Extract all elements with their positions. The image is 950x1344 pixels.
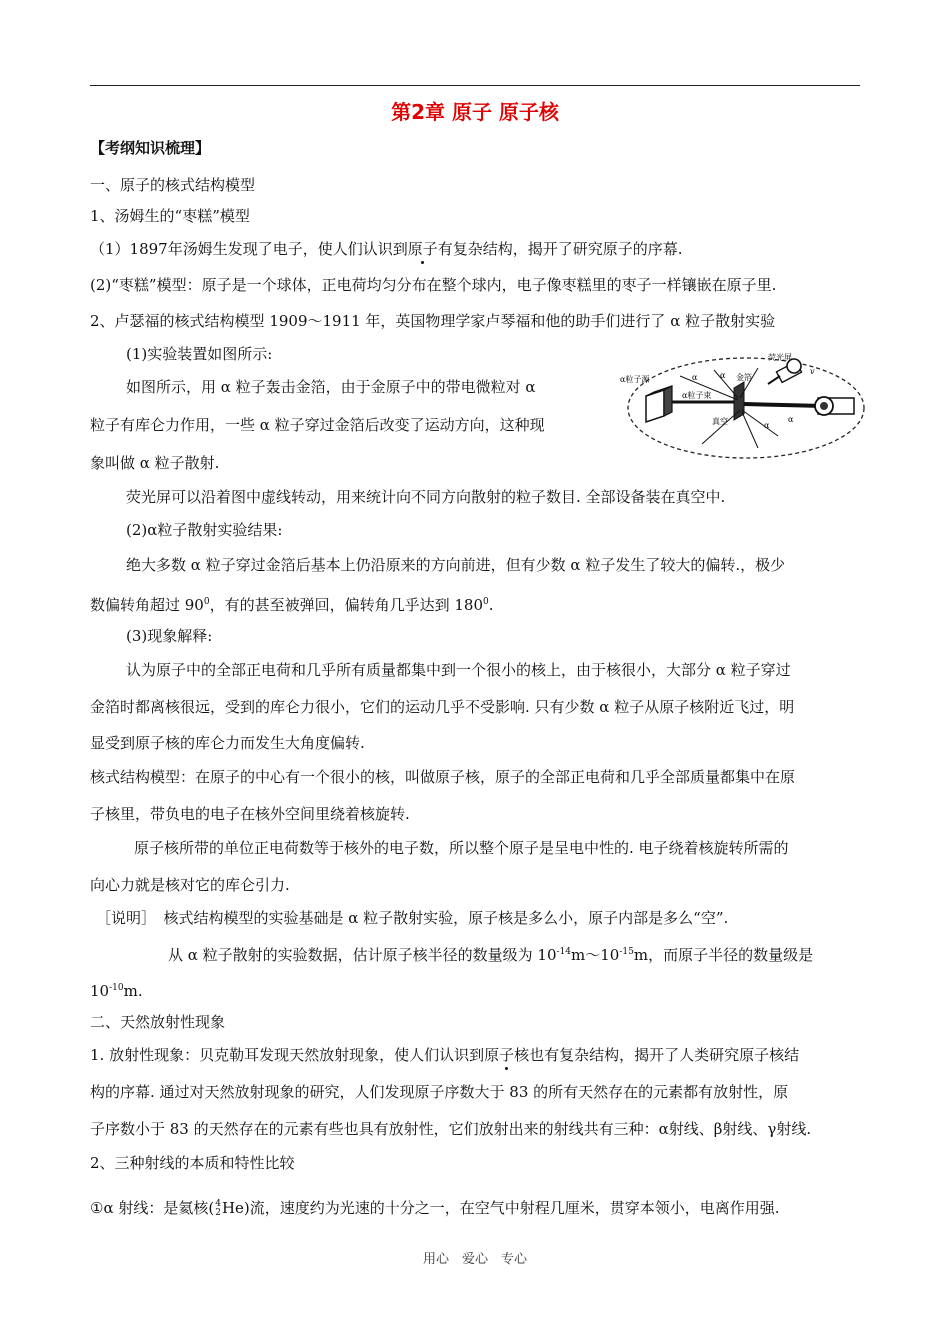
detector-microscope — [815, 397, 854, 415]
transmitted-beam — [744, 404, 824, 406]
paragraph-explain-2: 金箔时都离核很远，受到的库仑力很小，它们的运动几乎不受影响. 只有少数 α 粒子从原子核附近飞过，明 — [90, 698, 795, 716]
paragraph-radius-2 — [90, 978, 143, 1001]
paragraph-radioactivity-2: 构的序幕. 通过对天然放射现象的研究，人们发现原子序数大于 83 的所有天然存在的元素都有放射性，原 — [90, 1083, 789, 1101]
text: 10 — [90, 982, 110, 1000]
paragraph-radioactivity-1 — [90, 1045, 799, 1065]
superscript: -15 — [619, 947, 634, 957]
paragraph-model-1: 核式结构模型：在原子的中心有一个很小的核，叫做原子核，原子的全部正电荷和几乎全部质量都集中在原 — [90, 768, 796, 786]
superscript: -10 — [109, 983, 124, 993]
label-alpha-1: α — [692, 373, 698, 382]
text: m，而原子半径的数量级是 — [633, 946, 814, 964]
heading-thomson: 1、汤姆生的“枣糕”模型 — [90, 207, 250, 225]
paragraph-neutral-1: 原子核所带的单位正电荷数等于核外的电子数，所以整个原子是呈电中性的. 电子绕着核旋转所需的 — [134, 839, 789, 857]
text: ①α 射线：是氦核( — [90, 1199, 215, 1217]
paragraph-neutral-2: 向心力就是核对它的库仑引力. — [90, 876, 290, 894]
paragraph-radioactivity-3: 子序数小于 83 的天然存在的元素有些也具有放射性，它们放射出来的射线共有三种：α射线、β射线、γ射线. — [90, 1120, 812, 1138]
paragraph-screen: 荧光屏可以沿着图中虚线转动，用来统计向不同方向散射的粒子数目. 全部设备装在真空中. — [126, 488, 726, 506]
text: He)流，速度约为光速的十分之一，在空气中射程几厘米，贯穿本领小，电离作用强. — [221, 1199, 780, 1217]
superscript: -14 — [556, 947, 572, 957]
chapter-title: 第2章 原子 原子核 — [391, 100, 559, 124]
heading-nuclear-model: 一、原子的核式结构模型 — [90, 176, 256, 194]
text: 1. 放射性现象：贝克勒耳发现天然放射现象，使人们认识到 — [90, 1046, 485, 1064]
label-vacuum: 真空 — [712, 417, 728, 426]
atomic-number: 2 — [215, 1208, 221, 1218]
text: m～10 — [571, 946, 620, 964]
superscript: 0 — [203, 597, 210, 607]
text: . — [488, 596, 494, 614]
section-heading: 【考纲知识梳理】 — [90, 139, 211, 157]
heading-rays: 2、三种射线的本质和特性比较 — [90, 1154, 295, 1172]
label-v: v — [810, 367, 815, 376]
paragraph-explain-heading: (3)现象解释: — [126, 627, 213, 645]
text: 有复杂结构，揭开了研究原子的序幕. — [437, 240, 683, 258]
mass-number: 4 — [215, 1199, 221, 1209]
text: ，有的甚至被弹回，偏转角几乎达到 180 — [209, 596, 483, 614]
label-alpha-2: α — [720, 371, 726, 380]
text: 数偏转角超过 90 — [90, 596, 204, 614]
label-beam: α粒子束 — [682, 391, 712, 400]
emphasis-text: 原子 — [407, 240, 438, 258]
label-screen: 荧光屏 — [768, 353, 792, 362]
paragraph-radius-1 — [168, 942, 813, 965]
paragraph-alpha-ray — [90, 1198, 780, 1218]
alpha-scattering-apparatus-diagram — [618, 350, 866, 466]
paragraph-result-heading: (2)α粒子散射实验结果: — [126, 521, 283, 539]
text: （1）1897年汤姆生发现了电子，使人们认识到 — [90, 240, 408, 258]
emphasis-text: 原子核 — [484, 1046, 530, 1064]
paragraph-explain-3: 显受到原子核的库仑力而发生大角度偏转. — [90, 734, 365, 752]
paragraph-scatter-3: 象叫做 α 粒子散射. — [90, 454, 220, 472]
text: 从 α 粒子散射的实验数据，估计原子核半径的数量级为 10 — [168, 946, 557, 964]
paragraph-result-2 — [90, 592, 494, 615]
label-foil: 金箔 — [736, 373, 752, 382]
paragraph-explain-1: 认为原子中的全部正电荷和几乎所有质量都集中到一个很小的核上，由于核很小，大部分 α 粒子穿过 — [126, 661, 791, 679]
label-alpha-4: α — [788, 415, 794, 424]
screen-microscope — [768, 359, 802, 384]
paragraph-scatter-1: 如图所示，用 α 粒子轰击金箔，由于金原子中的带电微粒对 α — [126, 378, 536, 396]
paragraph-note: ［说明］ 核式结构模型的实验基础是 α 粒子散射实验，原子核是多么小，原子内部是多么“空”. — [96, 909, 729, 927]
paragraph-thomson-1 — [90, 239, 683, 259]
heading-radioactivity: 二、天然放射性现象 — [90, 1013, 226, 1031]
paragraph-scatter-2: 粒子有库仑力作用，一些 α 粒子穿过金箔后改变了运动方向，这种现 — [90, 416, 545, 434]
label-alpha-source: α粒子源 — [620, 375, 650, 384]
paragraph-apparatus: (1)实验装置如图所示: — [126, 345, 273, 363]
paragraph-model-2: 子核里，带负电的电子在核外空间里绕着核旋转. — [90, 805, 410, 823]
label-alpha-3: α — [764, 421, 770, 430]
page-footer: 用心 爱心 专心 — [422, 1252, 527, 1267]
heading-rutherford: 2、卢瑟福的核式结构模型 1909～1911 年，英国物理学家卢琴福和他的助手们进行了 α 粒子散射实验 — [90, 312, 776, 330]
helium-isotope-notation — [215, 1200, 221, 1218]
superscript: 0 — [483, 597, 489, 607]
source-box — [646, 386, 672, 422]
paragraph-result-1: 绝大多数 α 粒子穿过金箔后基本上仍沿原来的方向前进，但有少数 α 粒子发生了较大的偏转.，极少 — [126, 556, 786, 574]
paragraph-thomson-2: (2)“枣糕”模型：原子是一个球体，正电荷均匀分布在整个球内，电子像枣糕里的枣子一样镶嵌在原子里. — [90, 276, 777, 294]
header-rule — [90, 85, 860, 86]
text: m. — [123, 982, 143, 1000]
text: 也有复杂结构，揭开了人类研究原子核结 — [529, 1046, 800, 1064]
